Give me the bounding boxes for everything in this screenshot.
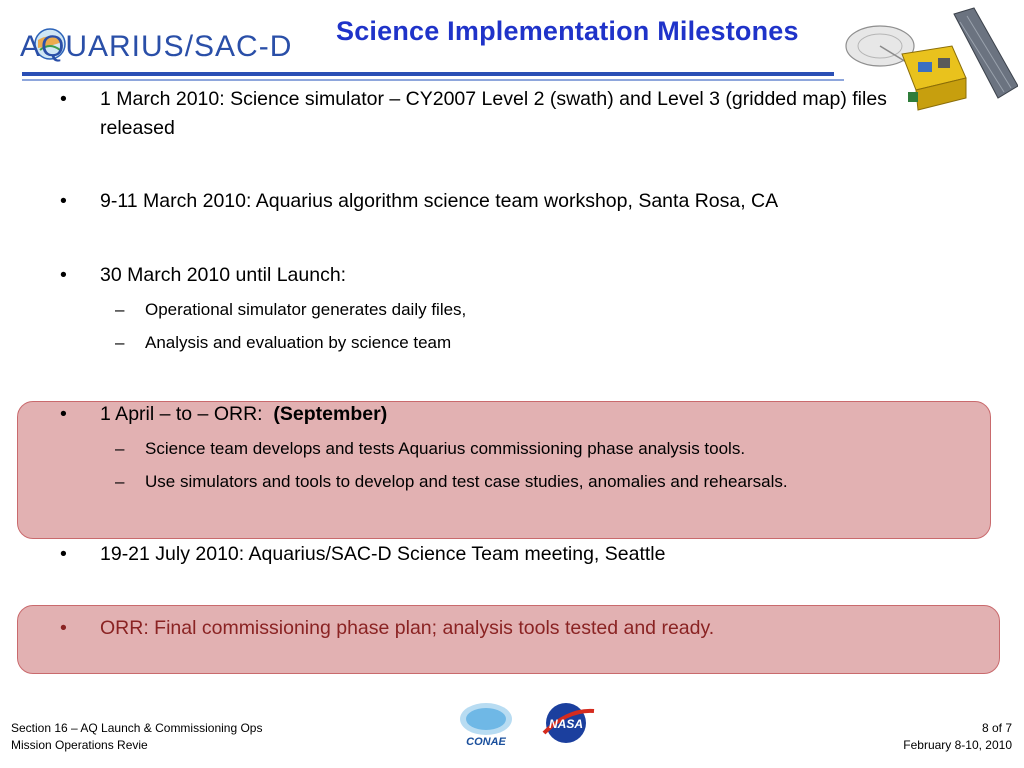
footer-section: Section 16 – AQ Launch & Commissioning Ops [11,721,263,735]
sub-bullet-text: Analysis and evaluation by science team [145,333,452,352]
bullet-text: 1 April – to – ORR: [100,403,263,425]
title-rule [22,72,834,76]
bullet-marker: • [60,403,67,425]
dash-marker: – [115,439,125,458]
bullet-marker: • [60,88,67,110]
logo-text: AQUARIUS/SAC-D [20,30,293,63]
sub-bullet-operational-simulator [115,299,985,321]
footer-right [903,720,1012,754]
bullet-marker: • [60,190,67,212]
sub-bullet-text: Operational simulator generates daily files, [145,300,467,319]
footer-left [11,720,262,754]
bullet-orr [60,614,980,643]
sub-bullet-commissioning-tools [115,438,985,460]
bullet-text: 1 March 2010: Science simulator – CY2007 Level 2 (swath) and Level 3 (gridded map) files released [100,88,887,139]
bullet-text: 30 March 2010 until Launch: [100,264,347,286]
footer-review: Mission Operations Revie [11,738,148,752]
bullet-july [60,540,980,569]
bullet-text: ORR: Final commissioning phase plan; analysis tools tested and ready. [100,617,715,639]
sub-bullet-text: Use simulators and tools to develop and test case studies, anomalies and rehearsals. [145,472,788,491]
footer-date: February 8-10, 2010 [903,738,1012,752]
bullet-march-9-11 [60,187,980,216]
bullet-text-bold: (September) [273,403,388,425]
bullet-april-1 [60,400,980,429]
dash-marker: – [115,300,125,319]
conae-logo-text: CONAE [466,736,506,748]
bullet-text: 9-11 March 2010: Aquarius algorithm science team workshop, Santa Rosa, CA [100,190,779,212]
dash-marker: – [115,333,125,352]
bullet-marker: • [60,264,67,286]
bullet-march-1 [60,85,930,143]
sub-bullet-analysis-evaluation [115,332,985,354]
sub-bullet-simulators-case-studies [115,471,985,493]
nasa-logo [540,699,596,747]
nasa-logo-text: NASA [548,717,584,731]
bullet-text: 19-21 July 2010: Aquarius/SAC-D Science Team meeting, Seattle [100,543,666,565]
page-number: 8 of 7 [981,721,1012,735]
title-rule-thin [22,79,844,81]
sub-bullet-text: Science team develops and tests Aquarius commissioning phase analysis tools. [145,439,746,458]
aquarius-sacd-logo [20,22,310,66]
bullet-march-30 [60,261,980,290]
conae-logo [458,699,514,751]
slide-title: Science Implementation Milestones [336,16,799,46]
bullet-marker: • [60,617,67,639]
dash-marker: – [115,472,125,491]
bullet-marker: • [60,543,67,565]
